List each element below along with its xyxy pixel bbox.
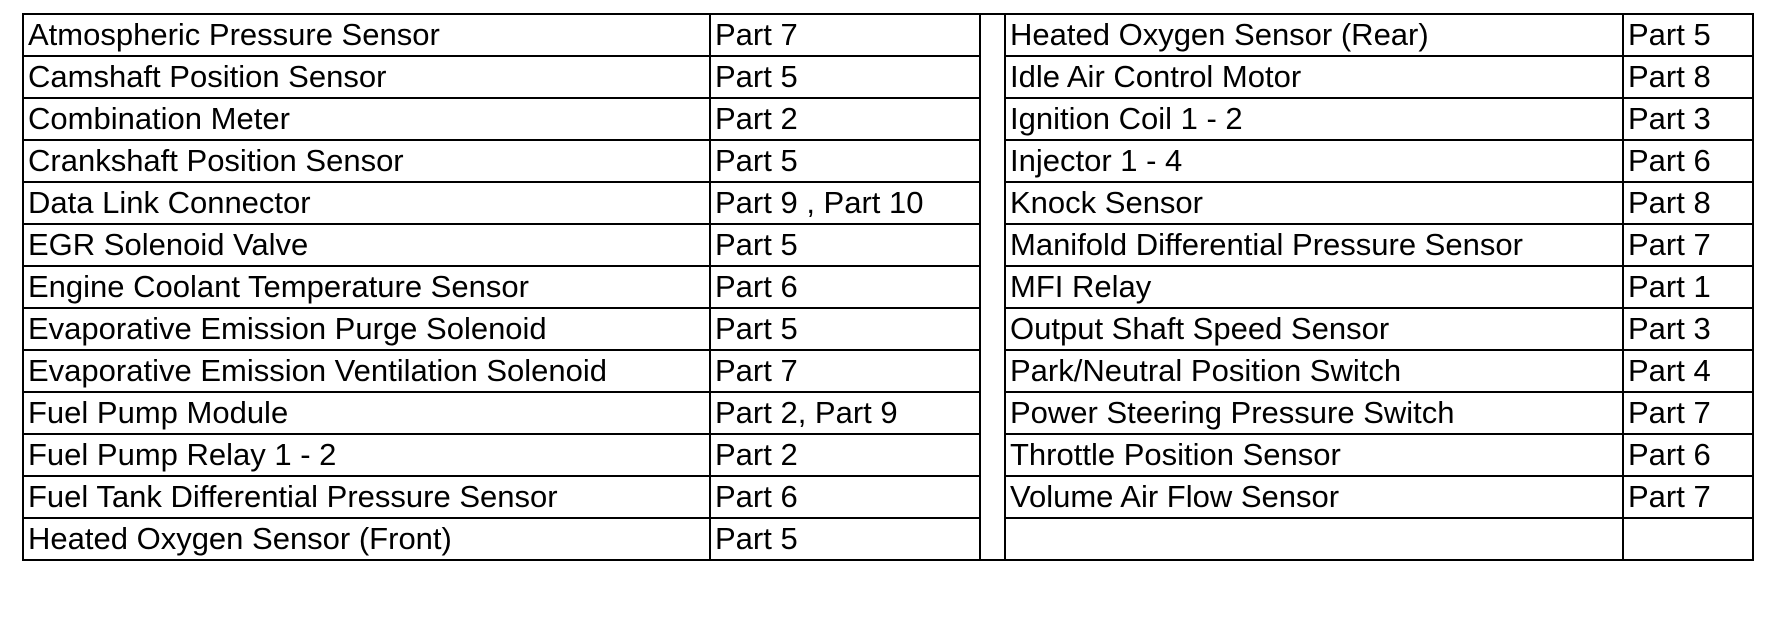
- component-name-cell: Power Steering Pressure Switch: [1005, 392, 1623, 434]
- table-row: [23, 518, 1753, 560]
- part-location-cell: Part 2, Part 9: [710, 392, 980, 434]
- component-name-cell: EGR Solenoid Valve: [23, 224, 710, 266]
- table-row: [23, 476, 1753, 518]
- part-location-cell: [1623, 518, 1753, 560]
- table-row: [23, 182, 1753, 224]
- table-row: [23, 224, 1753, 266]
- part-location-cell: Part 2: [710, 434, 980, 476]
- part-location-cell: Part 7: [1623, 224, 1753, 266]
- component-name-cell: Engine Coolant Temperature Sensor: [23, 266, 710, 308]
- part-location-cell: Part 2: [710, 98, 980, 140]
- component-name-cell: Heated Oxygen Sensor (Front): [23, 518, 710, 560]
- component-name-cell: Fuel Pump Relay 1 - 2: [23, 434, 710, 476]
- table-row: [23, 56, 1753, 98]
- part-location-cell: Part 6: [710, 266, 980, 308]
- table-row: [23, 140, 1753, 182]
- component-name-cell: Manifold Differential Pressure Sensor: [1005, 224, 1623, 266]
- component-name-cell: Evaporative Emission Purge Solenoid: [23, 308, 710, 350]
- component-name-cell: Fuel Pump Module: [23, 392, 710, 434]
- column-divider: [980, 14, 1005, 560]
- table-row: [23, 98, 1753, 140]
- part-location-cell: Part 4: [1623, 350, 1753, 392]
- part-location-cell: Part 5: [710, 56, 980, 98]
- part-location-cell: Part 7: [710, 350, 980, 392]
- component-name-cell: Camshaft Position Sensor: [23, 56, 710, 98]
- component-name-cell: Crankshaft Position Sensor: [23, 140, 710, 182]
- part-location-cell: Part 3: [1623, 308, 1753, 350]
- part-location-cell: Part 1: [1623, 266, 1753, 308]
- part-location-cell: Part 5: [1623, 14, 1753, 56]
- component-name-cell: Data Link Connector: [23, 182, 710, 224]
- component-name-cell: MFI Relay: [1005, 266, 1623, 308]
- component-name-cell: Ignition Coil 1 - 2: [1005, 98, 1623, 140]
- part-location-cell: Part 8: [1623, 56, 1753, 98]
- component-name-cell: Injector 1 - 4: [1005, 140, 1623, 182]
- component-name-cell: Park/Neutral Position Switch: [1005, 350, 1623, 392]
- part-location-cell: Part 6: [1623, 434, 1753, 476]
- part-location-cell: Part 8: [1623, 182, 1753, 224]
- part-location-cell: Part 7: [1623, 392, 1753, 434]
- component-location-table: [22, 13, 1754, 561]
- table-row: [23, 14, 1753, 56]
- component-name-cell: Atmospheric Pressure Sensor: [23, 14, 710, 56]
- table-row: [23, 434, 1753, 476]
- part-location-cell: Part 5: [710, 140, 980, 182]
- part-location-cell: Part 7: [1623, 476, 1753, 518]
- part-location-cell: Part 9 , Part 10: [710, 182, 980, 224]
- part-location-cell: Part 6: [710, 476, 980, 518]
- component-name-cell: Knock Sensor: [1005, 182, 1623, 224]
- part-location-cell: Part 3: [1623, 98, 1753, 140]
- component-name-cell: Evaporative Emission Ventilation Solenoid: [23, 350, 710, 392]
- part-location-cell: Part 7: [710, 14, 980, 56]
- table-row: [23, 266, 1753, 308]
- table-row: [23, 308, 1753, 350]
- part-location-cell: Part 6: [1623, 140, 1753, 182]
- component-name-cell: Throttle Position Sensor: [1005, 434, 1623, 476]
- part-location-cell: Part 5: [710, 518, 980, 560]
- table-row: [23, 392, 1753, 434]
- component-name-cell: [1005, 518, 1623, 560]
- component-location-rows: [23, 14, 1753, 560]
- part-location-cell: Part 5: [710, 224, 980, 266]
- component-name-cell: Heated Oxygen Sensor (Rear): [1005, 14, 1623, 56]
- table-row: [23, 350, 1753, 392]
- component-name-cell: Output Shaft Speed Sensor: [1005, 308, 1623, 350]
- component-name-cell: Idle Air Control Motor: [1005, 56, 1623, 98]
- component-name-cell: Volume Air Flow Sensor: [1005, 476, 1623, 518]
- component-name-cell: Fuel Tank Differential Pressure Sensor: [23, 476, 710, 518]
- part-location-cell: Part 5: [710, 308, 980, 350]
- component-name-cell: Combination Meter: [23, 98, 710, 140]
